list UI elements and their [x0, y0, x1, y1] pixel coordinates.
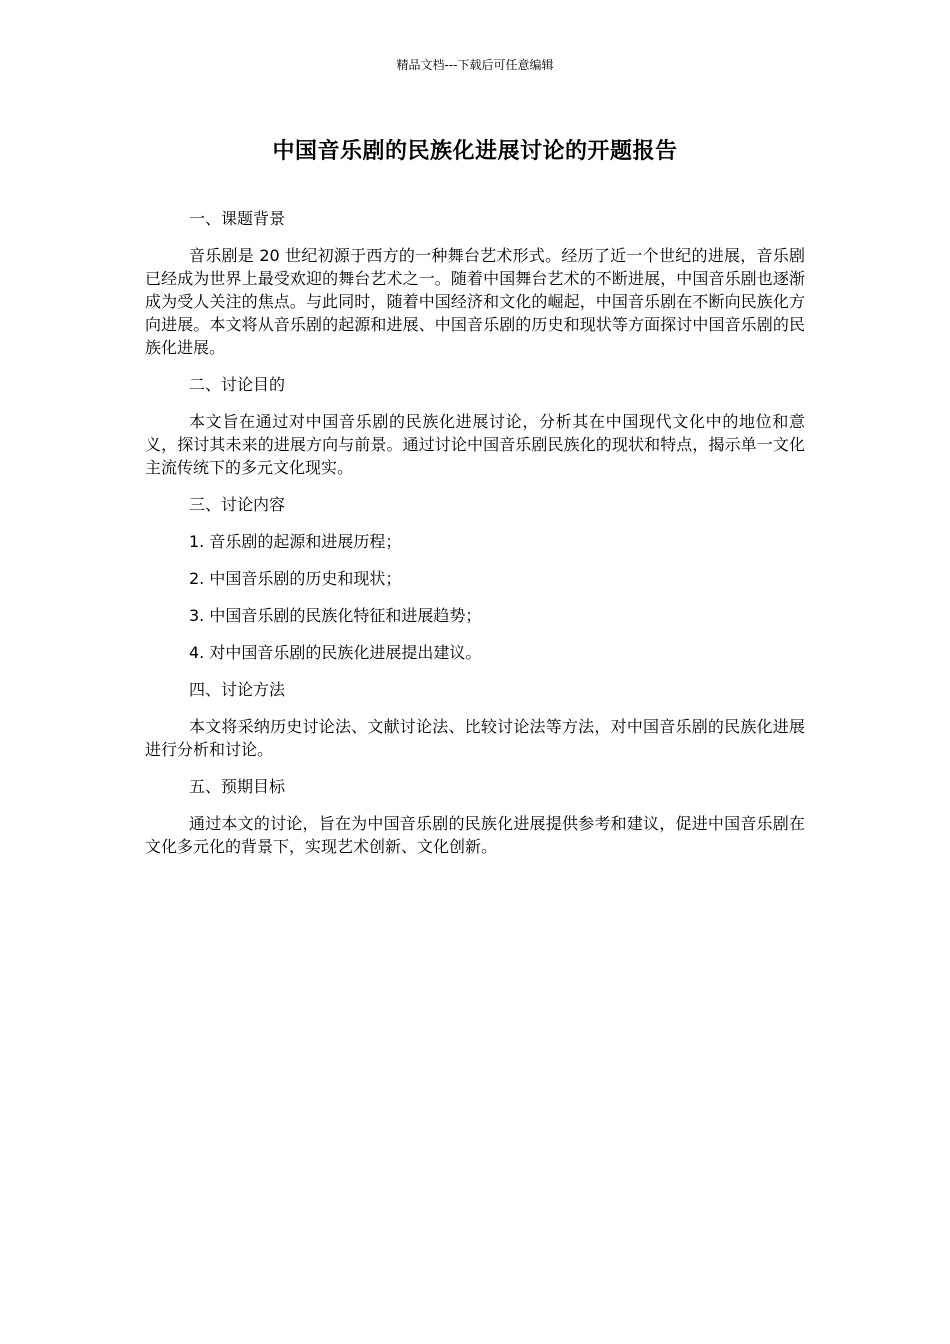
section-heading-background: 一、课题背景	[189, 209, 286, 228]
section-heading-method: 四、讨论方法	[189, 680, 286, 699]
list-item: 4. 对中国音乐剧的民族化进展提出建议。	[189, 643, 482, 662]
document-title: 中国音乐剧的民族化进展讨论的开题报告	[272, 139, 678, 164]
section-paragraph-method: 本文将采纳历史讨论法、文献讨论法、比较讨论法等方法，对中国音乐剧的民族化进展进行分析和讨论。	[145, 717, 805, 759]
section-paragraph-goal: 通过本文的讨论，旨在为中国音乐剧的民族化进展提供参考和建议，促进中国音乐剧在文化多元化的背景下，实现艺术创新、文化创新。	[145, 814, 805, 856]
section-paragraph-purpose: 本文旨在通过对中国音乐剧的民族化进展讨论，分析其在中国现代文化中的地位和意义，探讨其未来的进展方向与前景。通过讨论中国音乐剧民族化的现状和特点，揭示单一文化主流传统下的多元文化现实。	[145, 412, 805, 477]
section-heading-goal: 五、预期目标	[189, 777, 286, 796]
list-item: 3. 中国音乐剧的民族化特征和进展趋势；	[189, 606, 482, 625]
page-header: 精品文档---下载后可任意编辑	[396, 58, 554, 72]
list-item: 2. 中国音乐剧的历史和现状；	[189, 569, 402, 588]
section-heading-content: 三、讨论内容	[189, 495, 286, 514]
section-paragraph-background: 音乐剧是 20 世纪初源于西方的一种舞台艺术形式。经历了近一个世纪的进展，音乐剧已经成为世界上最受欢迎的舞台艺术之一。随着中国舞台艺术的不断进展，中国音乐剧也逐渐成为受人关注的焦点。与此同时，随着中国经济和文化的崛起，中国音乐剧在不断向民族化方向进展。本文将从音乐剧的起源和进展、中国音乐剧的历史和现状等方面探讨中国音乐剧的民族化进展。	[145, 246, 805, 357]
list-item: 1. 音乐剧的起源和进展历程；	[189, 532, 402, 551]
section-heading-purpose: 二、讨论目的	[189, 375, 286, 394]
document-body	[145, 207, 805, 872]
